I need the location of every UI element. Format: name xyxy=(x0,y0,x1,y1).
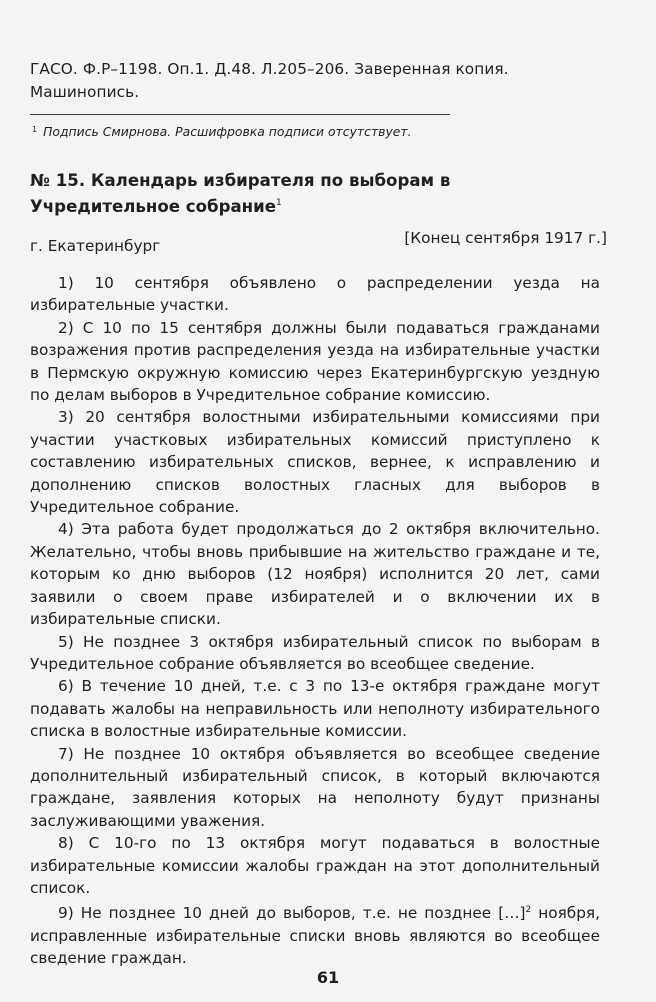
footnote-marker: 1 xyxy=(32,125,38,134)
document-body xyxy=(30,272,600,970)
paragraph-9-after: ноября, исправленные избирательные списки вновь являются во всеобщее сведение граждан. xyxy=(30,904,600,968)
footnote-divider xyxy=(30,114,450,115)
paragraph-7: 7) Не позднее 10 октября объявляется во всеобщее сведение дополнительный избирательный список, в который включаются граждане, заявления которых на неполноту будут признаны заслуживающими уважения. xyxy=(30,744,600,830)
paragraph-9-before: 9) Не позднее 10 дней до выборов, т.е. не позднее […] xyxy=(58,904,526,923)
document-title xyxy=(30,169,600,218)
document-date: [Конец сентября 1917 г.] xyxy=(404,229,607,247)
title-footnote-marker: 1 xyxy=(276,198,282,208)
page-content xyxy=(30,58,607,970)
paragraph-9 xyxy=(30,899,600,969)
document-title-text: № 15. Календарь избирателя по выборам в Учредительное собрание xyxy=(30,171,451,216)
paragraph-2: 2) С 10 по 15 сентября должны были подаваться гражданами возражения против распределения уезда на избирательные участки в Пермскую окружную комиссию через Екатеринбургскую уездную по делам выборов в Учредительное собрание комиссию. xyxy=(30,318,600,405)
page-number: 61 xyxy=(316,968,340,987)
paragraph-9-footnote-marker: 2 xyxy=(525,905,532,916)
paragraph-6: 6) В течение 10 дней, т.е. с 3 по 13-е октября граждане могут подавать жалобы на неправильность или неполноту избирательного списка в волостные избирательные комиссии. xyxy=(30,677,600,741)
place-date-row xyxy=(30,229,607,258)
footnote-text: Подпись Смирнова. Расшифровка подписи отсутствует. xyxy=(43,124,412,139)
footnote xyxy=(32,121,600,141)
paragraph-5: 5) Не позднее 3 октября избирательный список по выборам в Учредительное собрание объявляется во всеобщее сведение. xyxy=(30,632,600,673)
paragraph-4: 4) Эта работа будет продолжаться до 2 октября включительно. Желательно, чтобы вновь прибывшие на жительство граждане и те, которым ко дню выборов (12 ноября) исполнится 20 лет, сами заявили о своем праве избирателей и о включении их в избирательные списки. xyxy=(30,520,600,629)
paragraph-1: 1) 10 сентября объявлено о распределении уезда на избирательные участки. xyxy=(30,274,600,315)
paragraph-8: 8) С 10-го по 13 октября могут подаваться в волостные избирательные комиссии жалобы граждан на этот дополнительный список. xyxy=(30,834,600,897)
archival-source: ГАСО. Ф.Р–1198. Оп.1. Д.48. Л.205–206. Заверенная копия. Машинопись. xyxy=(30,60,509,101)
document-place: г. Екатеринбург xyxy=(30,237,161,255)
paragraph-3: 3) 20 сентября волостными избирательными комиссиями при участии участковых избирательных комиссий приступлено к составлению избирательных списков, вернее, к исправлению и дополнению списков волостных гласных для выборов в Учредительное собрание. xyxy=(30,408,600,517)
